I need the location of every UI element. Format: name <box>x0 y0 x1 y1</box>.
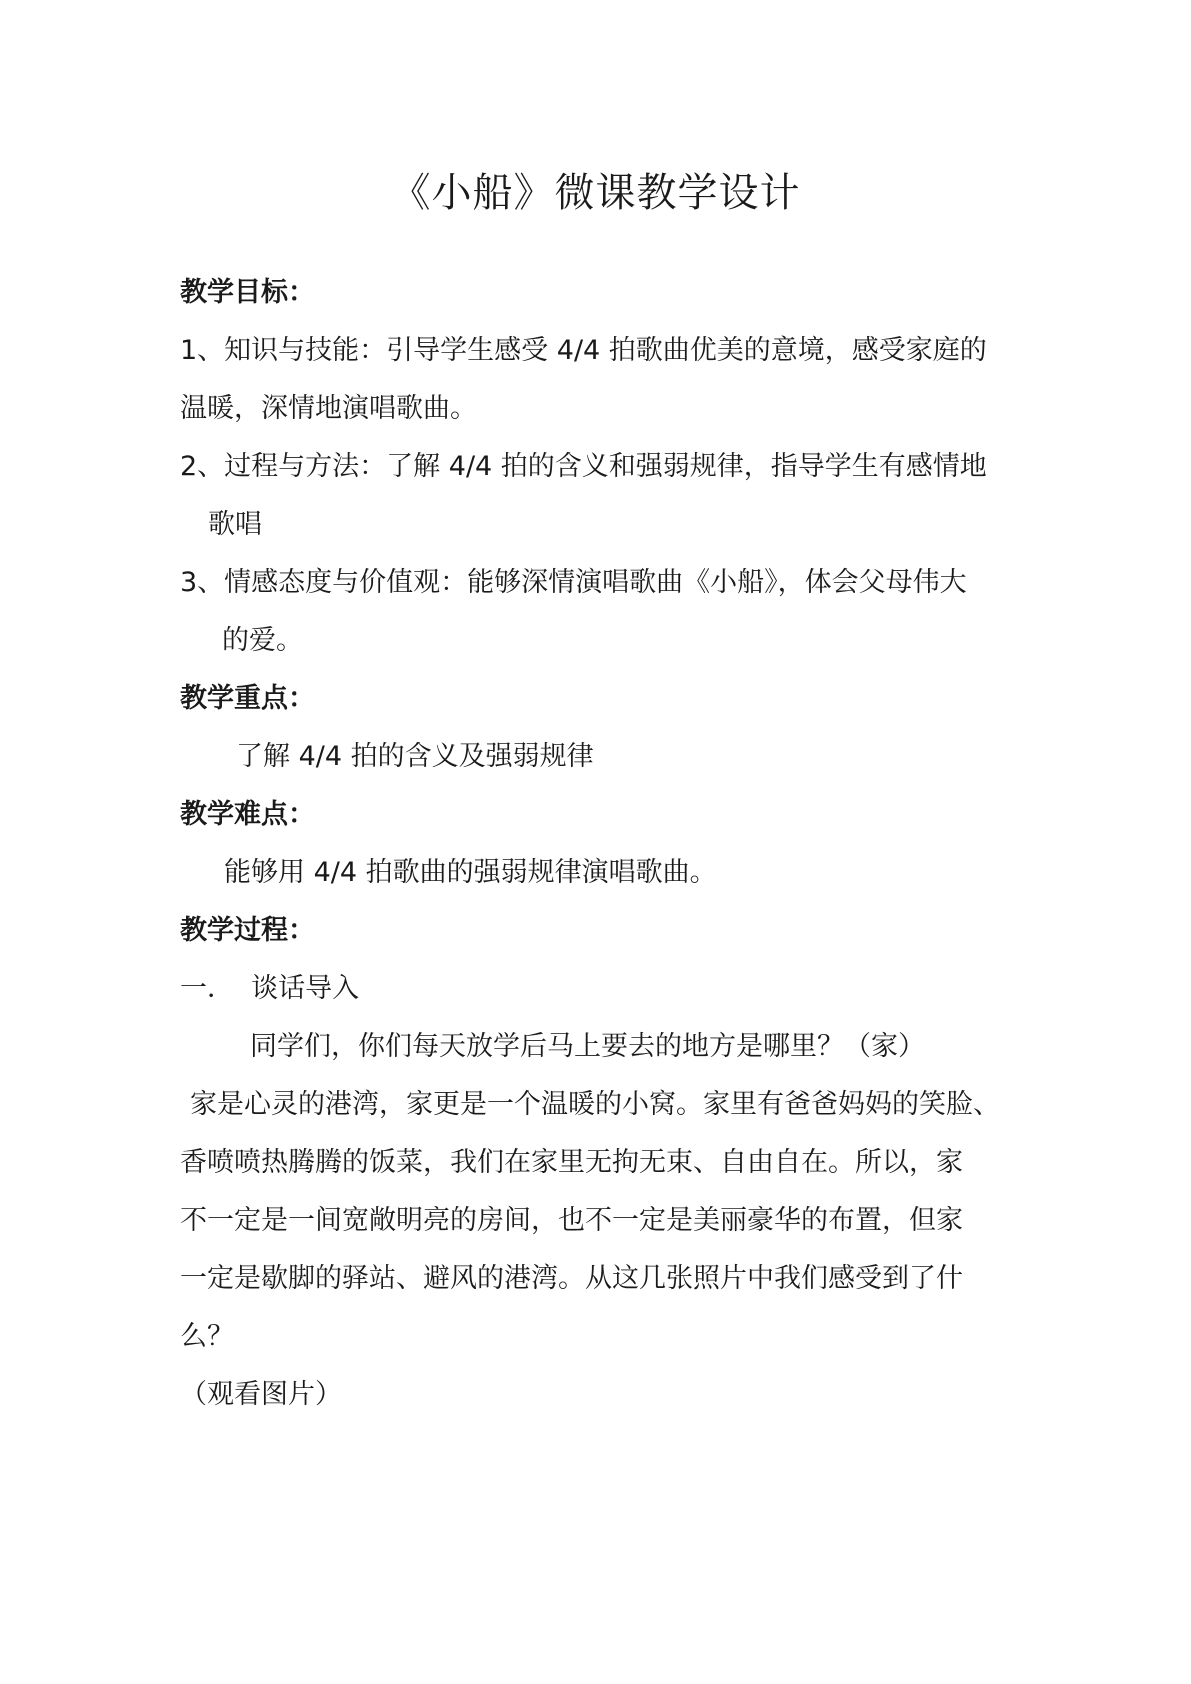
paragraph-3: （观看图片） <box>180 1379 342 1410</box>
process-heading: 教学过程： <box>180 915 315 946</box>
key-points-heading: 教学重点： <box>180 683 315 714</box>
paragraph-2-line-3: 不一定是一间宽敞明亮的房间，也不一定是美丽豪华的布置，但家 <box>180 1205 963 1236</box>
paragraph-2-line-4: 一定是歇脚的驿站、避风的港湾。从这几张照片中我们感受到了什 <box>180 1263 963 1294</box>
goal-1-line-1: 1、知识与技能：引导学生感受 4/4 拍歌曲优美的意境，感受家庭的 <box>180 335 987 366</box>
difficulty-text: 能够用 4/4 拍歌曲的强弱规律演唱歌曲。 <box>224 857 717 888</box>
goal-3-line-1: 3、情感态度与价值观：能够深情演唱歌曲《小船》，体会父母伟大 <box>180 567 967 598</box>
goal-2-line-1: 2、过程与方法：了解 4/4 拍的含义和强弱规律，指导学生有感情地 <box>180 451 987 482</box>
difficulty-heading: 教学难点： <box>180 799 315 830</box>
paragraph-2-line-1: 家是心灵的港湾，家更是一个温暖的小窝。家里有爸爸妈妈的笑脸、 <box>190 1089 1000 1120</box>
paragraph-1: 同学们，你们每天放学后马上要去的地方是哪里？（家） <box>250 1031 925 1062</box>
paragraph-2-line-5: 么？ <box>180 1321 234 1352</box>
section-1-heading: 一． 谈话导入 <box>180 973 360 1004</box>
goal-1-line-2: 温暖，深情地演唱歌曲。 <box>180 393 477 424</box>
document-title: 《小船》微课教学设计 <box>390 170 801 216</box>
key-points-text: 了解 4/4 拍的含义及强弱规律 <box>236 741 594 772</box>
goal-2-line-2: 歌唱 <box>208 509 262 540</box>
paragraph-2-line-2: 香喷喷热腾腾的饭菜，我们在家里无拘无束、自由自在。所以，家 <box>180 1147 963 1178</box>
goals-heading: 教学目标： <box>180 277 315 308</box>
goal-3-line-2: 的爱。 <box>222 625 303 656</box>
